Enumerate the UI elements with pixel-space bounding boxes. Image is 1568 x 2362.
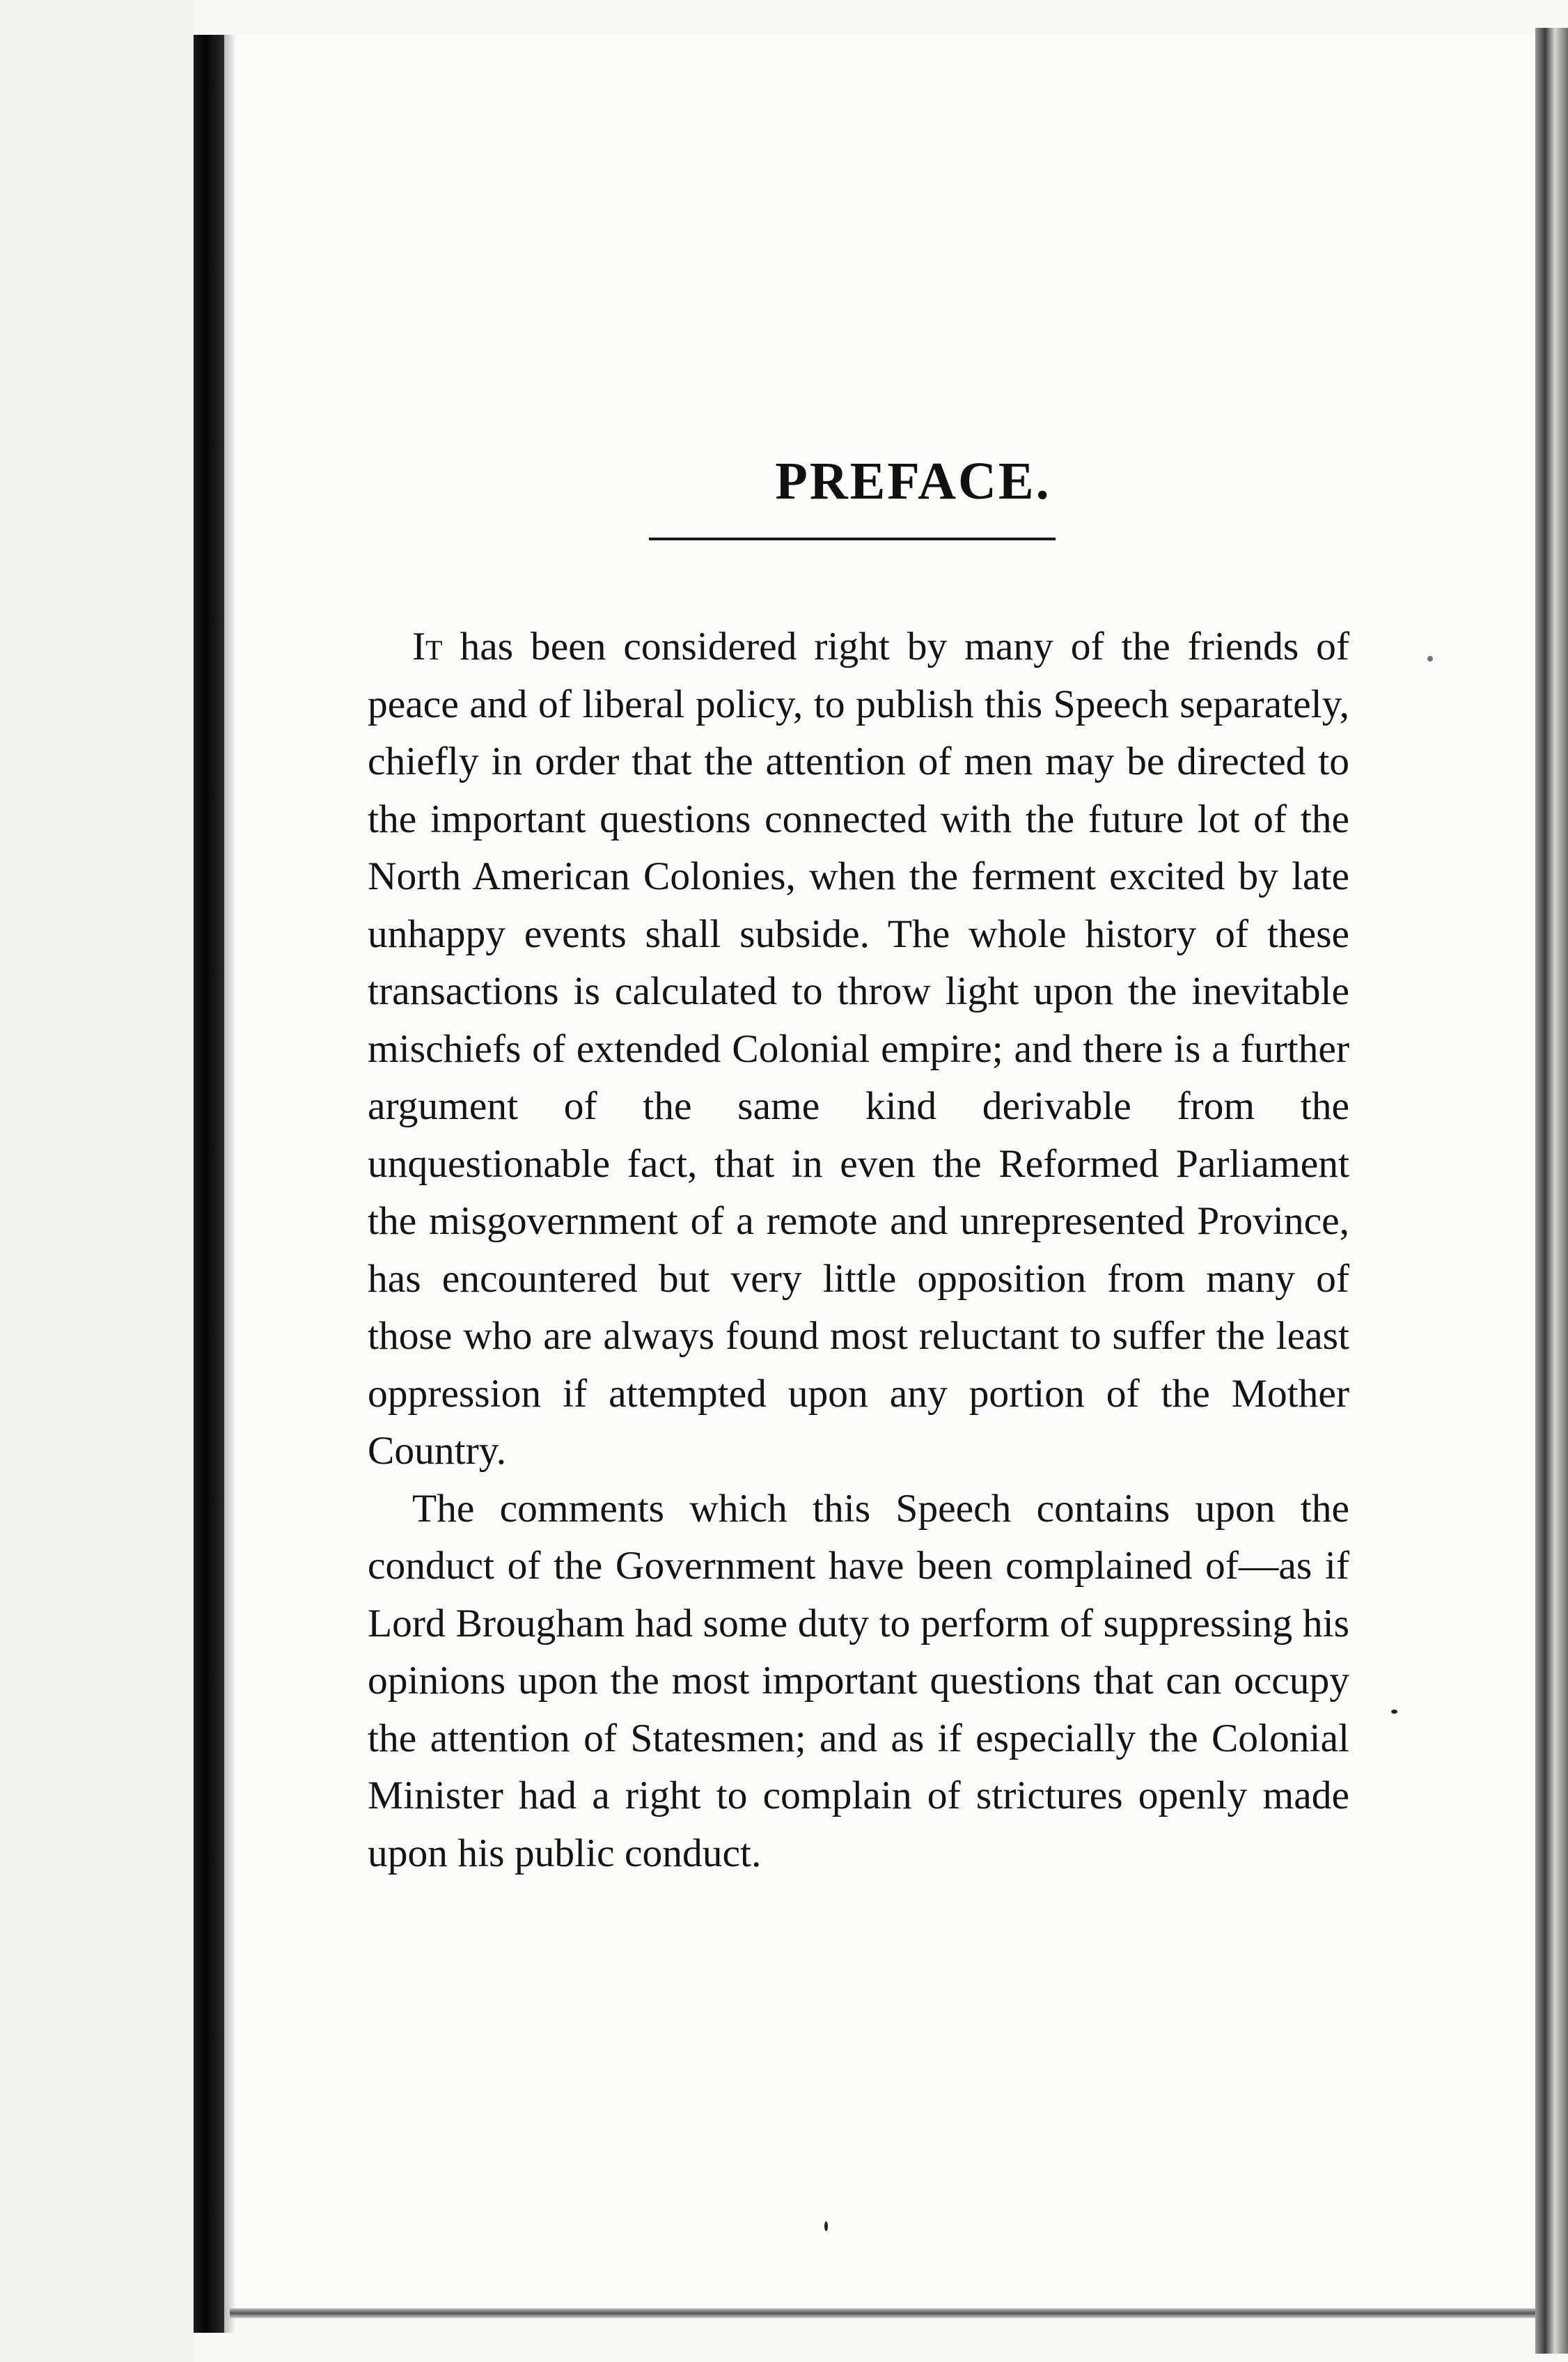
heading-rule (649, 538, 1056, 540)
paragraph-2-text: The comments which this Speech contains upon the conduct of the Government have been complained of—as if Lord Brougham had some duty to perform of suppressing his opinions upon the most important questions that can occupy the attention of Statesmen; and as if especially the Colonial Minister had a right to complain of strictures openly made upon his public conduct. (368, 1486, 1349, 1875)
book-gutter (194, 35, 224, 2333)
page-fore-edge (1535, 28, 1568, 2354)
previous-page-edge (0, 0, 194, 2362)
gutter-shadow (224, 35, 235, 2333)
previous-page-bleed-through (0, 0, 194, 2362)
page-bottom-edge (230, 2308, 1539, 2318)
paragraph-1-text: has been considered right by many of the friends of peace and of liberal policy, to publish this Speech separately, chiefly in order that the attention of men may be directed to the important questions connected with the future lot of the North American Colonies, when the ferment excited by late unhappy events shall subside. The whole history of these transactions is calculated to throw light upon the inevitable mischiefs of extended Colonial empire; and there is a further argument of the same kind derivable from the unquestionable fact, that in even the Reformed Parliament the misgovernment of a remote and unrepresented Province, has encountered but very little opposition from many of those who are always found most reluctant to suffer the least oppression if attempted upon any portion of the Mother Country. (368, 625, 1349, 1473)
paragraph-lead-word: It (412, 625, 443, 668)
preface-body (368, 618, 1349, 1882)
page-heading: PREFACE. (775, 452, 1051, 510)
ink-speck (1427, 656, 1433, 662)
paragraph-2 (368, 1480, 1349, 1883)
paragraph-1 (368, 618, 1349, 1480)
ink-speck (824, 2221, 828, 2231)
ink-speck (1391, 1710, 1397, 1714)
preface-page (235, 35, 1535, 2308)
